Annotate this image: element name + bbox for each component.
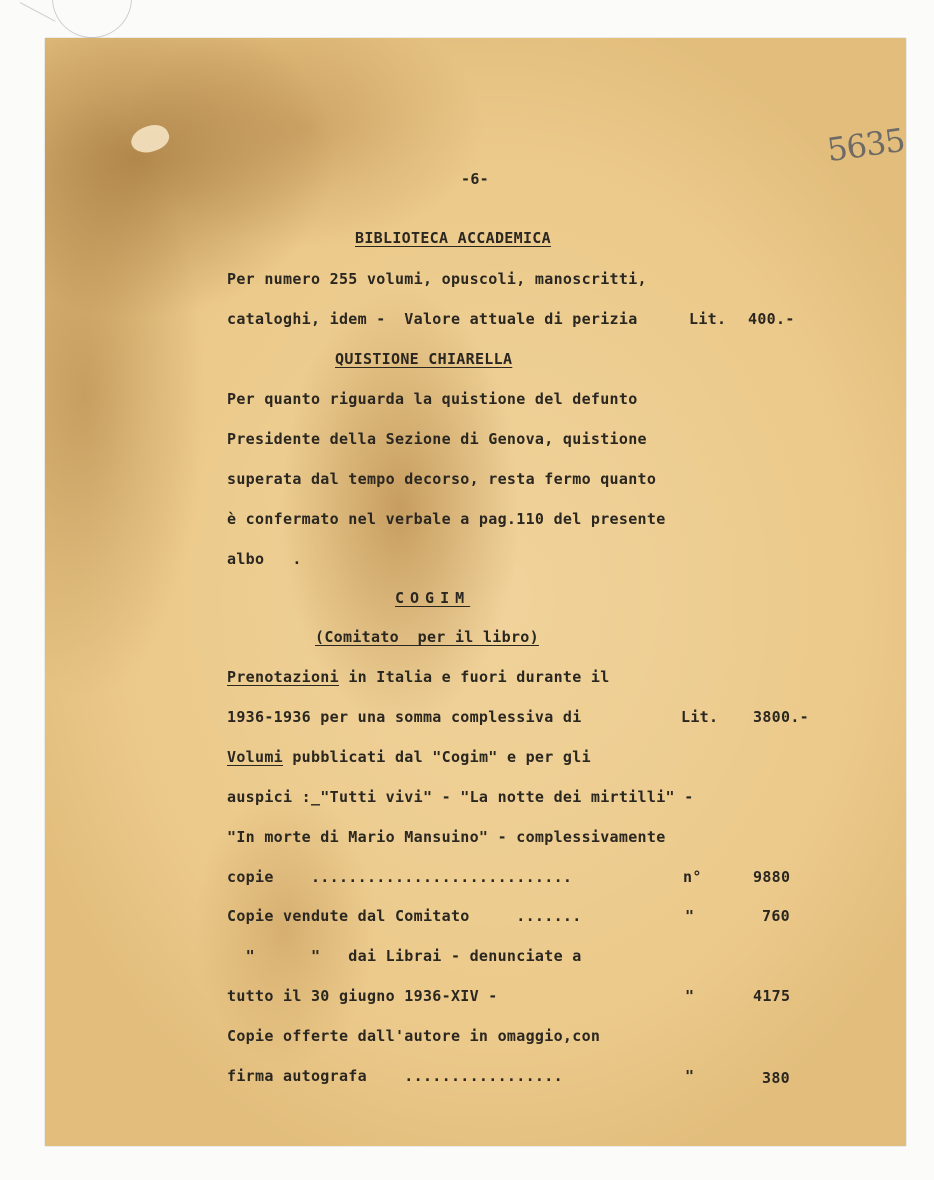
biblioteca-line-1: Per numero 255 volumi, opuscoli, manoscritti, [227,270,647,288]
row-copie-value: 9880 [753,868,791,886]
row-firma-unit: " [685,1067,695,1085]
somma-value: 3800.- [753,708,809,726]
volumi-rest: pubblicati dal "Cogim" e per gli [283,748,591,766]
prenotazioni-line [227,668,610,686]
prenotazioni-label: Prenotazioni [227,668,339,686]
biblioteca-currency: Lit. [689,310,727,328]
volumi-label: Volumi [227,748,283,766]
quistione-line-1: Per quanto riguarda la quistione del defunto [227,390,638,408]
row-firma-value: 380 [762,1069,790,1087]
heading-quistione: QUISTIONE CHIARELLA [335,350,513,368]
subheading-cogim: (Comitato per il libro) [315,628,539,646]
corner-line-mark [20,2,56,22]
row-firma-label: firma autografa ................. [227,1067,563,1085]
document-sheet [45,38,906,1146]
quistione-line-3: superata dal tempo decorso, resta fermo quanto [227,470,657,488]
heading-biblioteca: BIBLIOTECA ACCADEMICA [355,229,551,247]
quistione-line-5: albo . [227,550,302,568]
in-morte-line: "In morte di Mario Mansuino" - complessivamente [227,828,666,846]
somma-currency: Lit. [681,708,719,726]
row-omaggio-label: Copie offerte dall'autore in omaggio,con [227,1027,601,1045]
row-librai-label: " " dai Librai - denunciate a [227,947,582,965]
handwritten-number: 5635 [824,120,907,170]
quistione-line-2: Presidente della Sezione di Genova, quistione [227,430,647,448]
page-number: -6- [461,170,489,188]
biblioteca-line-2: cataloghi, idem - Valore attuale di perizia [227,310,638,328]
row-giugno-value: 4175 [753,987,791,1005]
row-giugno-label: tutto il 30 giugno 1936-XIV - [227,987,498,1005]
row-vendute-value: 760 [762,907,790,925]
row-vendute-unit: " [685,907,695,925]
row-giugno-unit: " [685,987,695,1005]
row-copie-unit: n° [683,868,702,886]
prenotazioni-rest: in Italia e fuori durante il [338,668,610,686]
corner-circle-mark [52,0,132,38]
somma-line: 1936-1936 per una somma complessiva di [227,708,582,726]
auspici-line: auspici :_"Tutti vivi" - "La notte dei mirtilli" - [227,788,694,806]
paper-stain [127,119,172,159]
volumi-line [227,748,591,766]
biblioteca-value: 400.- [748,310,795,328]
row-copie-label: copie ............................ [227,868,573,886]
quistione-line-4: è confermato nel verbale a pag.110 del presente [227,510,666,528]
row-vendute-label: Copie vendute dal Comitato ....... [227,907,582,925]
heading-cogim: COGIM [395,589,471,607]
